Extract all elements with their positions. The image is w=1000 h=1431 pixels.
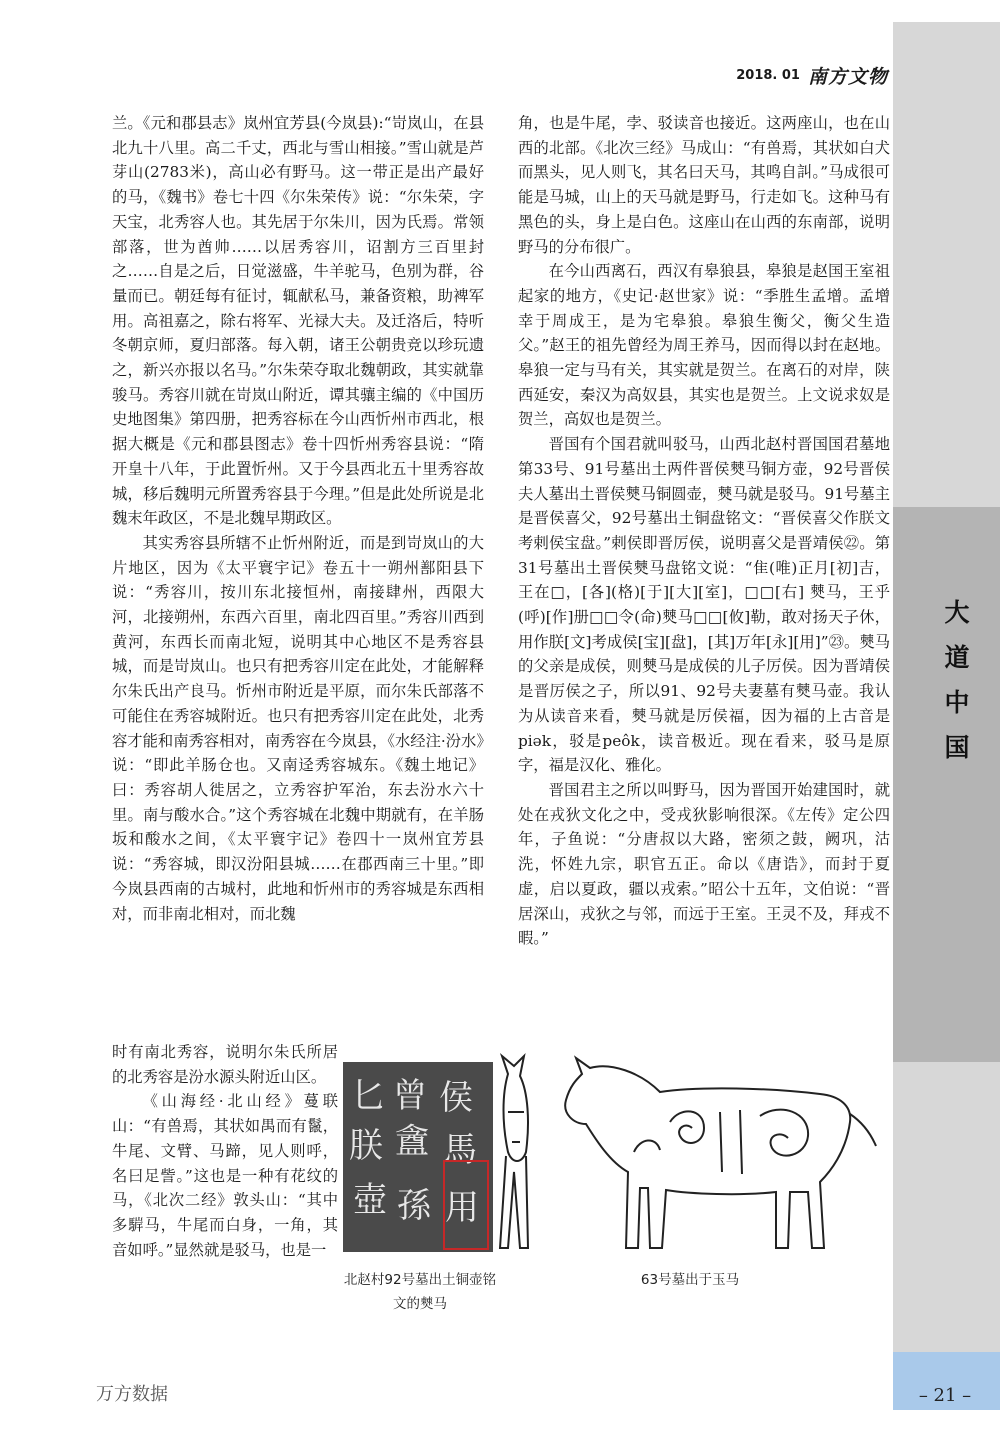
paragraph: 角，也是牛尾，孛、驳读音也接近。这两座山，也在山西的北部。《北次三经》马成山：“有兽焉，其状如白犬而黑头，见人则飞，其名曰天马，其鸣自訆。”马成很可能是马城，山上的天马就是野马，行走如飞。这种马有黑色的头，身上是白色。这座山在山西的东南部，说明野马的分布很广。 bbox=[518, 114, 890, 256]
inscription-glyph: 盦 bbox=[395, 1122, 429, 1162]
horse-front-view bbox=[500, 1056, 528, 1248]
right-column bbox=[518, 111, 890, 951]
inscription-glyph: 曾 bbox=[393, 1076, 427, 1116]
page-number: – 21 – bbox=[918, 1385, 972, 1406]
journal-title: 南方文物 bbox=[807, 66, 888, 88]
highlight-box bbox=[443, 1160, 489, 1250]
paragraph: 《山海经·北山经》蔓联山：“有兽焉，其状如禺而有鬣，牛尾、文臂、马蹄，见人则呼，名曰足訾。”这也是一种有花纹的马，《北次二经》敦头山：“其中多䮗马，牛尾而白身，一角，其音如呼。”显然就是驳马，也是一 bbox=[112, 1092, 338, 1259]
paragraph: 兰。《元和郡县志》岚州宜芳县(今岚县):“岢岚山，在县北九十八里。高二千丈，西北与雪山相接。”雪山就是芦芽山(2783米)，高山必有野马。这一带正是出产最好的马，《魏书》卷七十四《尔朱荣传》说：“尔朱荣，字天宝，北秀容人也。其先居于尔朱川，因为氏焉。常领部落，世为酋帅……以居秀容川，诏割方三百里封之……自是之后，日觉滋盛，牛羊驼马，色别为群，谷量而已。朝廷每有征讨，辄献私马，兼备资粮，助裨军用。高祖嘉之，除右将军、光禄大夫。及迁洛后，特听冬朝京师，夏归部落。每入朝，诸王公朝贵竞以珍玩遗之，新兴亦报以名马。”尔朱荣夺取北魏朝政，其实就靠骏马。秀容川就在岢岚山附近，谭其骧主编的《中国历史地图集》第四册，把秀容标在今山西忻州市西北，根据大概是《元和郡县图志》卷十四忻州秀容县说：“隋开皇十八年，于此置忻州。又于今县西北五十里秀容故城，移后魏明元所置秀容县于今理。”但是此处所说是北魏末年政区，不是北魏早期政区。 bbox=[112, 114, 484, 528]
inscription-glyph: 馬 bbox=[443, 1130, 477, 1170]
issue-number: 2018. 01 bbox=[736, 68, 800, 83]
section-title: 大 道 中 国 bbox=[944, 598, 970, 762]
paragraph: 其实秀容县所辖不止忻州附近，而是到岢岚山的大片地区，因为《太平寰宇记》卷五十一朔州鄯阳县下说：“秀容川，按川东北接恒州，南接肆州，西限大河，北接朔州，东西六百里，南北四百里。”秀容川西到黄河，东西长而南北短，说明其中心地区不是秀容县城，而是岢岚山。也只有把秀容川定在此处，才能解释尔朱氏出产良马。忻州市附近是平原，而尔朱氏部落不可能住在秀容城附近。也只有把秀容川定在此处，北秀容才能和南秀容相对，南秀容在今岚县，《水经注·汾水》说：“即此羊肠仓也。又南迳秀容城东。《魏土地记》曰：秀容胡人徙居之，立秀容护军治，东去汾水六十里。南与酸水合。”这个秀容城在北魏中期就有，在羊肠坂和酸水之间，《太平寰宇记》卷四十一岚州宜芳县说：“秀容城，即汉汾阳县城……在郡西南三十里。”即今岚县西南的古城村，此地和忻州市的秀容城是东西相对，而非南北相对，而北魏 bbox=[112, 533, 484, 923]
inscription-glyph: 用 bbox=[445, 1188, 479, 1228]
jade-horse-drawing bbox=[490, 1052, 890, 1262]
bronze-inscription-image bbox=[343, 1062, 493, 1252]
watermark: 万方数据 bbox=[96, 1384, 168, 1405]
inscription-caption: 北赵村92号墓出土铜壶铭文的僰马 bbox=[343, 1272, 497, 1312]
paragraph: 时有南北秀容，说明尔朱氏所居的北秀容是汾水源头附近山区。 bbox=[112, 1043, 338, 1086]
running-header bbox=[736, 62, 888, 89]
bottom-column bbox=[112, 1040, 338, 1262]
inscription-glyph: 朕 bbox=[349, 1126, 383, 1166]
jade-horse-caption: 63号墓出于玉马 bbox=[640, 1272, 740, 1288]
inscription-glyph: 孫 bbox=[397, 1186, 431, 1226]
paragraph: 晋国君主之所以叫野马，因为晋国开始建国时，就处在戎狄文化之中，受戎狄影响很深。《左传》定公四年，子鱼说：“分唐叔以大路，密须之鼓，阙巩，沽洗，怀姓九宗，职官五正。命以《唐诰》，而封于夏虚，启以夏政，疆以戎索。”昭公十五年，文伯说：“晋居深山，戎狄之与邻，而远于王室。王灵不及，拜戎不暇。” bbox=[518, 780, 890, 948]
left-column bbox=[112, 111, 484, 926]
inscription-glyph: 壺 bbox=[353, 1180, 387, 1220]
inscription-glyph: 侯 bbox=[439, 1078, 473, 1118]
horse-side-view bbox=[565, 1058, 876, 1248]
inscription-glyph: 匕 bbox=[351, 1076, 385, 1116]
paragraph: 晋国有个国君就叫驳马，山西北赵村晋国国君墓地第33号、91号墓出土两件晋侯僰马铜方壶，92号晋侯夫人墓出土晋侯僰马铜圆壶，僰马就是驳马。91号墓主是晋侯喜父，92号墓出土铜盘铭文：“晋侯喜父作朕文考剌侯宝盘。”剌侯即晋厉侯，说明喜父是晋靖侯㉒。第31号墓出土晋侯僰马盘铭文说：“隹(唯)正月[初]吉，王在□，[各](格)[于][大][室]，□□[右] 僰马，王乎(呼)[作]册□□令(命)僰马□□[攸]勒，敢对扬天子休，用作朕[文]考成侯[宝][盘]，[其]万年[永][用]”㉓。僰马的父亲是成侯，则僰马是成侯的儿子厉侯。因为晋靖侯是晋厉侯之子，所以91、92号夫妻墓有僰马壶。我认为从读音来看，僰马就是厉侯福，因为福的上古音是piək，驳是peôk，读音极近。现在看来，驳马是原字，福是汉化、雅化。 bbox=[518, 435, 890, 775]
paragraph: 在今山西离石，西汉有皋狼县，皋狼是赵国王室祖起家的地方，《史记·赵世家》说：“季胜生孟增。孟增幸于周成王，是为宅皋狼。皋狼生衡父，衡父生造父。”赵王的祖先曾经为周王养马，因而得以封在赵地。皋狼一定与马有关，其实就是贺兰。在离石的对岸，陕西延安，秦汉为高奴县，其实也是贺兰。上文说求奴是贺兰，高奴也是贺兰。 bbox=[518, 262, 890, 429]
